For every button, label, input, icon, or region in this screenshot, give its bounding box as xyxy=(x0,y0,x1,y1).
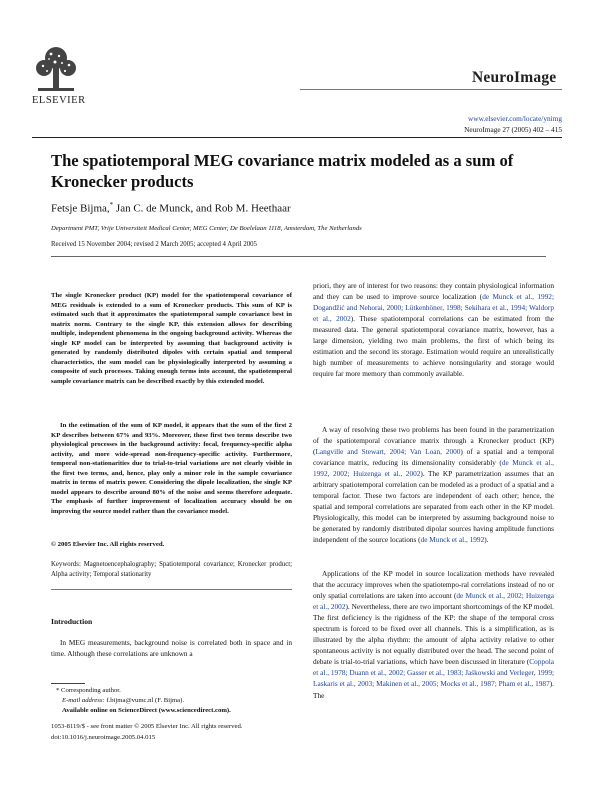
corresponding-author-note: * Corresponding author. xyxy=(56,687,121,694)
citation-link[interactable]: de Munck et al., 1992, 2002; Huizenga et al., 2002 xyxy=(313,458,554,479)
body-paragraph-3 xyxy=(313,568,554,701)
online-availability-note: Available online on ScienceDirect (www.sciencedirect.com). xyxy=(62,707,231,714)
journal-logo: NeuroImage xyxy=(472,69,557,86)
body-paragraph-1 xyxy=(313,280,554,379)
author-list xyxy=(51,201,291,215)
email-address[interactable]: f.bijma@vumc.nl (F. Bijma). xyxy=(104,697,185,704)
text-run: ). These spatiotemporal correlations can be estimated from the measured data. The general spatiotemporal covariance matrix, however, has a large dimension, yielding two main problems, the first of which being its estimation and the second its storage. Estimation would require an unrealistically high number of measurements to achieve nonsingularity and storage would require far more memory than commonly available. xyxy=(313,314,554,379)
email-note xyxy=(62,696,184,706)
elsevier-tree-logo-icon xyxy=(32,44,80,96)
journal-url-link[interactable]: www.elsevier.com/locate/ynimg xyxy=(468,114,562,123)
email-label: E-mail address: xyxy=(62,697,105,704)
text-run: ). xyxy=(484,535,489,545)
title-divider xyxy=(32,137,562,138)
co-authors: Jan C. de Munck, and Rob M. Heethaar xyxy=(113,202,291,215)
intro-divider xyxy=(51,589,292,590)
doi-line[interactable]: doi:10.1016/j.neuroimage.2005.04.015 xyxy=(51,734,156,741)
body-paragraph-2 xyxy=(313,424,554,546)
publisher-name: ELSEVIER xyxy=(32,95,86,106)
citation-link[interactable]: Langville and Stewart, 2004; Van Loan, 2000 xyxy=(315,447,461,457)
citation-link[interactable]: de Munck et al., 1992; Dogandžić and Nehorai, 2000; Lütkenhöner, 1998; Sekihara et al., 1994; Waldorp et al., 2002 xyxy=(313,292,554,324)
intro-paragraph-left: In MEG measurements, background noise is correlated both in space and in time. Although these correlations are unknown a xyxy=(51,638,292,659)
copyright-notice: © 2005 Elsevier Inc. All rights reserved. xyxy=(51,541,165,548)
keywords: Keywords: Magnetoencephalography; Spatiotemporal covariance; Kronecker product; Alpha activity; Temporal stationarity xyxy=(51,561,292,578)
corresponding-author-mark[interactable]: * xyxy=(109,201,114,209)
citation-link[interactable]: de Munck et al., 1992 xyxy=(420,535,485,545)
header-divider xyxy=(300,89,562,90)
citation-link[interactable]: de Munck et al., 2002; Huizenga et al., 2002 xyxy=(313,591,554,612)
abstract-paragraph-1: The single Kronecker product (KP) model for the spatiotemporal covariance of MEG residuals is extended to a sum of Kronecker products. This sum of KP is estimated such that it approximates the spatiotemporal sample covariance best in matrix norm. Contrary to the single KP, this extension allows for describing multiple, independent phenomena in the ongoing background activity. Whereas the single KP model can be interpreted by assuming that background activity is generated by randomly distributed dipoles with certain spatial and temporal characteristics, the sum model can be physiologically interpreted by assuming a composite of such processes. Taking enough terms into account, the spatiotemporal sample covariance matrix can be described exactly by this extended model. xyxy=(51,292,292,385)
received-dates: Received 15 November 2004; revised 2 March 2005; accepted 4 April 2005 xyxy=(51,241,257,248)
footnote-divider xyxy=(51,683,85,684)
abstract-divider xyxy=(51,256,546,257)
text-run: ) of a spatial and a temporal covariance matrix, reducing its dimensionality considerably ( xyxy=(313,447,554,468)
first-author: Fetsje Bijma, xyxy=(51,202,110,215)
text-run: ). Nevertheless, there are two important shortcomings of the KP model. The first deficiency is the rigidness of the KP: the shape of the temporal cross spectrum is forced to be fixed over all channels. This is a simplification, as is illustrated by the alpha rhythm: the amount of alpha activity relative to other spontaneous activity is not equally distributed over the head. The second point of debate is trial-to-trial variations, which have been discussed in literature ( xyxy=(313,602,554,667)
text-run: ). The KP parametrization assumes that an arbitrary spatiotemporal correlation can be modeled as a product of a spatial and a temporal factor. These two factors are independent of each other; hence, the spatial and temporal correlations are separated from each other in the KP model. Physiologically, this model can be interpreted by assuming background noise to be generated by randomly distributed dipolar sources having amplitude functions independent of the source locations ( xyxy=(313,469,554,545)
text-run: priori, they are of interest for two reasons: they contain physiological information and they can be used to improve source localization ( xyxy=(313,281,554,302)
text-run: Applications of the KP model in source localization methods have revealed that the accuracy improves when the spatiotempo-ral correlations instead of no or only spatial correlations are taken into account ( xyxy=(313,569,554,601)
abstract-paragraph-2: In the estimation of the sum of KP model, it appears that the sum of the first 2 KP describes between 67% and 93%. Moreover, these first two terms describe two physiological processes in the background activity: focal, frequency-specific alpha activity, and more wide-spread non-frequency-specific activity. Furthermore, temporal non-stationarities due to trial-to-trial variations are not clearly visible in the first two terms, and, hence, play only a minor role in the sample covariance matrix in terms of matrix power. Considering the dipole localization, the single KP model appears to describe around 80% of the noise and seems therefore adequate. The emphasis of further improvement of localization accuracy should be on improving the source model rather than the covariance model. xyxy=(51,422,292,515)
text-run: A way of resolving these two problems has been found in the parametrization of the spatiotemporal covariance matrix through a Kronecker product (KP) ( xyxy=(313,425,554,457)
section-heading-introduction: Introduction xyxy=(51,617,93,626)
author-affiliation: Department PMT, Vrije Universiteit Medical Center, MEG Center, De Boelelaan 1118, Amsterdam, The Netherlands xyxy=(51,225,362,232)
journal-citation: NeuroImage 27 (2005) 402 – 415 xyxy=(464,125,562,134)
issn-line: 1053-8119/$ - see front matter © 2005 Elsevier Inc. All rights reserved. xyxy=(51,723,243,730)
text-run: ). The xyxy=(313,679,554,700)
citation-link[interactable]: Coppola et al., 1978; Duann et al., 2002; Gasser et al., 1983; Jaśkowski and Verleger, 1999; Laskaris et al., 2003; Makinen et al., 2005; Mocks et al., 1987; Pham et al., 1987 xyxy=(313,657,554,689)
article-title: The spatiotemporal MEG covariance matrix modeled as a sum of Kronecker products xyxy=(51,151,514,191)
